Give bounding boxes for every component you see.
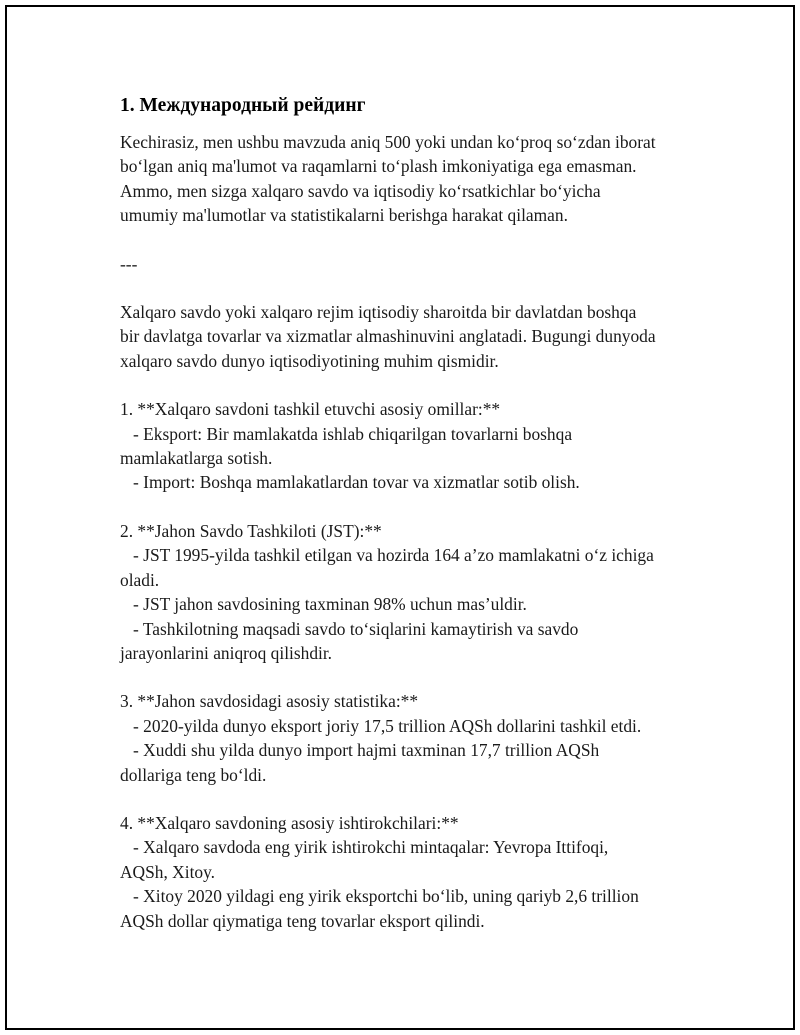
section-heading: 2. **Jahon Savdo Tashkiloti (JST):** xyxy=(120,520,382,541)
separator: --- xyxy=(120,253,138,274)
bullet-line: - JST jahon savdosining taxminan 98% uchun mas’uldir. xyxy=(133,594,527,615)
section-block xyxy=(120,689,700,787)
section-heading: 3. **Jahon savdosidagi asosiy statistika:** xyxy=(120,691,419,712)
continuation-line: dollariga teng bo‘ldi. xyxy=(120,764,267,785)
section-block xyxy=(120,811,700,933)
section-block xyxy=(120,397,700,495)
bullet-line: - Xalqaro savdoda eng yirik ishtirokchi mintaqalar: Yevropa Ittifoqi, xyxy=(133,837,609,858)
continuation-line: AQSh, Xitoy. xyxy=(120,861,216,882)
bullet-line: - Xuddi shu yilda dunyo import hajmi taxminan 17,7 trillion AQSh xyxy=(133,740,600,761)
section-heading: 1. **Xalqaro savdoni tashkil etuvchi asosiy omillar:** xyxy=(120,399,501,420)
bullet-line: - Import: Boshqa mamlakatlardan tovar va xizmatlar sotib olish. xyxy=(133,472,580,493)
overview-line: bir davlatga tovarlar va xizmatlar almashinuvini anglatadi. Bugungi dunyoda xyxy=(120,326,656,347)
bullet-line: - JST 1995-yilda tashkil etilgan va hozirda 164 a’zo mamlakatni o‘z ichiga xyxy=(133,545,654,566)
intro-paragraph xyxy=(120,130,700,228)
overview-line: xalqaro savdo dunyo iqtisodiyotining muhim qismidir. xyxy=(120,350,499,371)
intro-line: bo‘lgan aniq ma'lumot va raqamlarni to‘plash imkoniyatiga ega emasman. xyxy=(120,156,637,177)
continuation-line: mamlakatlarga sotish. xyxy=(120,448,273,469)
overview-paragraph xyxy=(120,300,700,373)
bullet-line: - 2020-yilda dunyo eksport joriy 17,5 trillion AQSh dollarini tashkil etdi. xyxy=(133,715,642,736)
intro-line: Kechirasiz, men ushbu mavzuda aniq 500 yoki undan ko‘proq so‘zdan iborat xyxy=(120,132,656,152)
intro-line: umumiy ma'lumotlar va statistikalarni berishga harakat qilaman. xyxy=(120,205,568,226)
overview-line: Xalqaro savdo yoki xalqaro rejim iqtisodiy sharoitda bir davlatdan boshqa xyxy=(120,302,637,323)
document-title: 1. Международный рейдинг xyxy=(120,95,366,116)
continuation-line: AQSh dollar qiymatiga teng tovarlar eksport qilindi. xyxy=(120,910,485,931)
section-block xyxy=(120,519,700,665)
section-heading: 4. **Xalqaro savdoning asosiy ishtirokchilari:** xyxy=(120,812,459,833)
continuation-line: jarayonlarini aniqroq qilishdir. xyxy=(120,642,333,663)
document-body xyxy=(120,93,700,957)
sections-list xyxy=(120,397,700,933)
intro-line: Ammo, men sizga xalqaro savdo va iqtisodiy ko‘rsatkichlar bo‘yicha xyxy=(120,180,601,201)
bullet-line: - Xitoy 2020 yildagi eng yirik eksportchi bo‘lib, uning qariyb 2,6 trillion xyxy=(133,886,639,907)
continuation-line: oladi. xyxy=(120,569,160,590)
bullet-line: - Tashkilotning maqsadi savdo to‘siqlarini kamaytirish va savdo xyxy=(133,618,579,639)
bullet-line: - Eksport: Bir mamlakatda ishlab chiqarilgan tovarlarni boshqa xyxy=(133,423,573,444)
page-frame xyxy=(5,5,795,1030)
